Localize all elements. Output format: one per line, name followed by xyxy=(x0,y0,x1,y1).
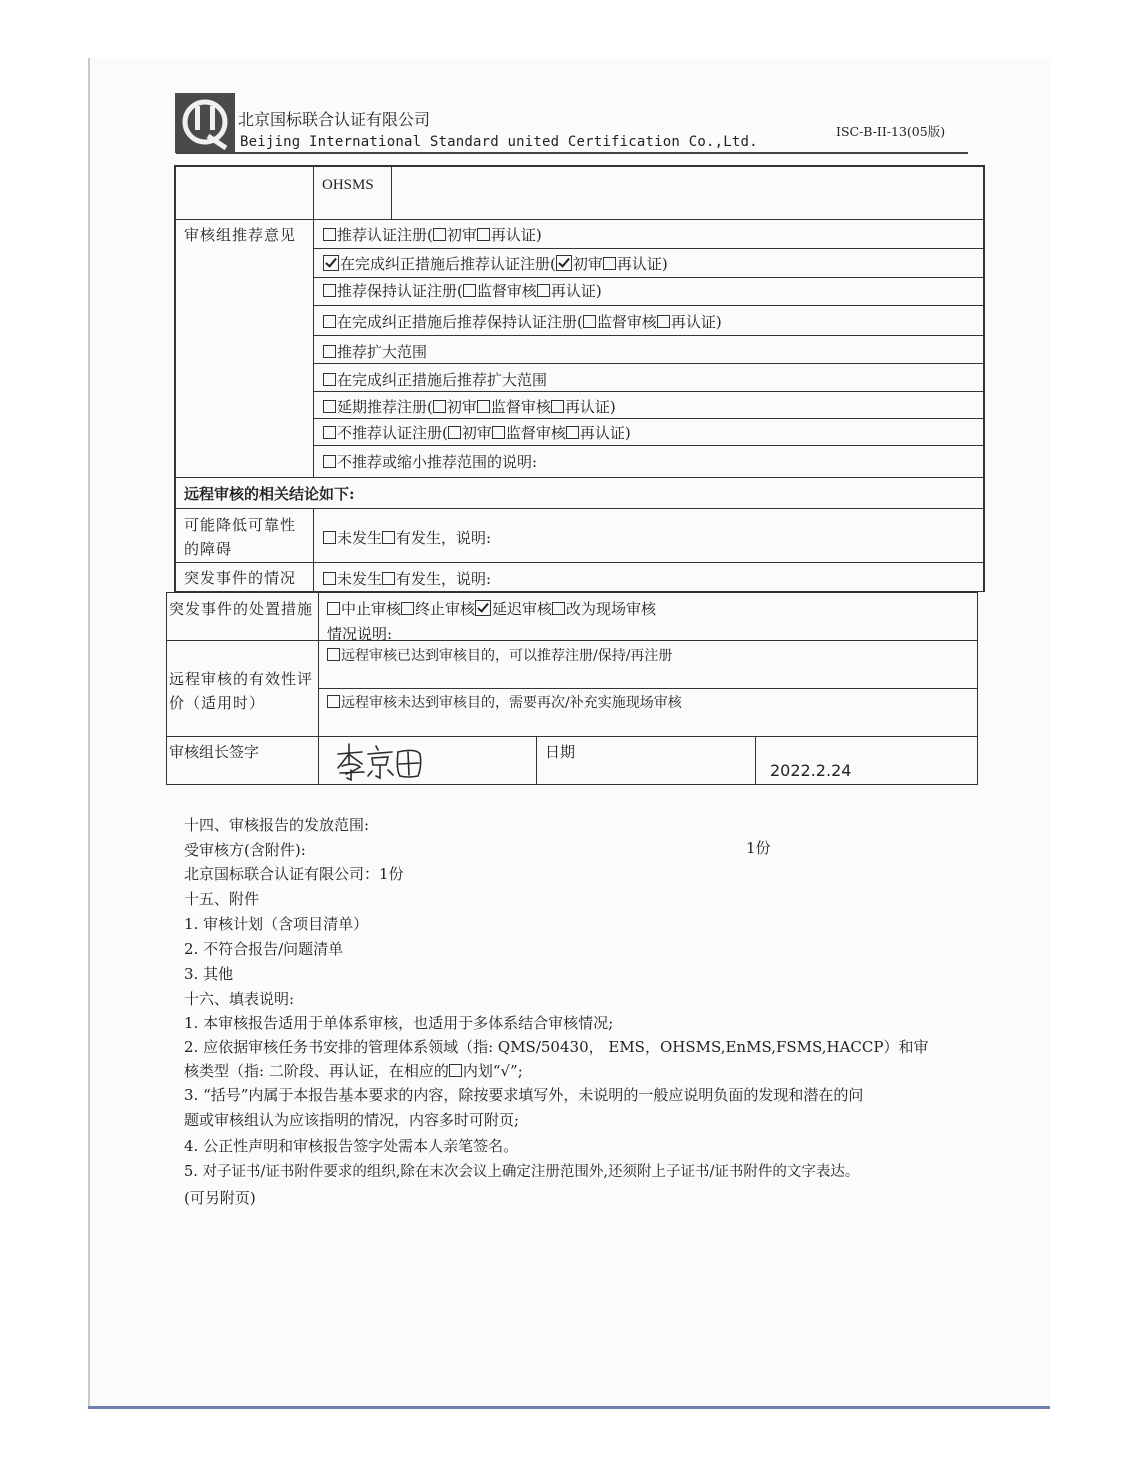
checked-checkbox-icon xyxy=(323,255,339,271)
s15-item-3: 3. 其他 xyxy=(184,965,234,983)
company-name-cn: 北京国标联合认证有限公司 xyxy=(238,110,431,129)
obstacle-label: 可能降低可靠性的障碍 xyxy=(184,516,297,558)
checkbox-icon xyxy=(433,228,446,241)
checkbox-icon xyxy=(327,602,340,615)
s16-item-3b: 题或审核组认为应该指明的情况，内容多时可附页; xyxy=(184,1111,520,1129)
rec-option-1: 推荐认证注册( 初审 再认证) xyxy=(323,225,542,245)
s16-item-5: 5. 对子证书/证书附件要求的组织,除在末次会议上确定注册范围外,还须附上子证书/证书附件的文字表达。 xyxy=(184,1164,860,1180)
rec-option-2: 在完成纠正措施后推荐认证注册( 初审 再认证) xyxy=(323,254,668,274)
leader-sign-label: 审核组长签字 xyxy=(169,743,260,761)
checked-checkbox-icon xyxy=(556,255,572,271)
checkbox-icon xyxy=(449,1064,462,1077)
checkbox-icon xyxy=(537,284,550,297)
checkbox-icon xyxy=(323,455,336,468)
checkbox-icon xyxy=(657,315,670,328)
rec-option-8: 不推荐认证注册( 初审 监督审核 再认证) xyxy=(323,423,631,443)
checkbox-icon xyxy=(583,315,596,328)
rec-option-9: 不推荐或缩小推荐范围的说明: xyxy=(323,452,537,472)
checkbox-icon xyxy=(323,228,336,241)
checkbox-icon xyxy=(552,602,565,615)
measures-note: 情况说明: xyxy=(327,625,393,643)
s14-company: 北京国标联合认证有限公司：1份 xyxy=(184,865,404,883)
s16-item-1: 1. 本审核报告适用于单体系审核，也适用于多体系结合审核情况; xyxy=(184,1014,614,1032)
date-label: 日期 xyxy=(545,743,576,761)
form-code: ISC-B-II-13(05版) xyxy=(836,124,946,139)
measures-label: 突发事件的处置措施 xyxy=(169,600,314,618)
checkbox-icon xyxy=(382,531,395,544)
checkbox-icon xyxy=(433,400,446,413)
s15-item-2: 2. 不符合报告/问题清单 xyxy=(184,940,344,958)
checkbox-icon xyxy=(492,426,505,439)
checkbox-icon xyxy=(477,228,490,241)
handwritten-signature xyxy=(332,740,432,782)
checkbox-icon xyxy=(323,315,336,328)
checkbox-icon xyxy=(463,284,476,297)
s15-item-1: 1. 审核计划（含项目清单） xyxy=(184,915,369,933)
s16-item-3a: 3. “括号”内属于本报告基本要求的内容，除按要求填写外，未说明的一般应说明负面的发现和潜在的问 xyxy=(184,1086,864,1104)
date-value: 2022.2.24 xyxy=(770,761,852,780)
ohsms-label: OHSMS xyxy=(322,177,374,193)
s16-item-2a: 2. 应依据审核任务书安排的管理体系领域（指: QMS/50430， EMS，OHSMS,EnMS,FSMS,HACCP）和审 xyxy=(184,1038,929,1056)
emergency-label: 突发事件的情况 xyxy=(184,569,297,587)
validity-label: 远程审核的有效性评价（适用时） xyxy=(169,670,314,712)
company-logo xyxy=(174,92,236,154)
s14-auditee-copies: 1份 xyxy=(746,839,771,857)
obstacle-options: 未发生 有发生，说明: xyxy=(323,528,491,548)
checkbox-icon xyxy=(448,426,461,439)
s16-title: 十六、填表说明: xyxy=(184,990,295,1008)
checkbox-icon xyxy=(323,345,336,358)
s16-item-4: 4. 公正性声明和审核报告签字处需本人亲笔签名。 xyxy=(184,1137,519,1155)
remote-conclusion-heading: 远程审核的相关结论如下: xyxy=(184,485,355,503)
rec-option-3: 推荐保持认证注册( 监督审核 再认证) xyxy=(323,281,602,301)
rec-option-7: 延期推荐注册( 初审 监督审核 再认证) xyxy=(323,397,616,417)
checkbox-icon xyxy=(323,284,336,297)
rec-option-4: 在完成纠正措施后推荐保持认证注册( 监督审核 再认证) xyxy=(323,312,722,332)
company-name-en: Beijing International Standard united Certification Co.,Ltd. xyxy=(240,134,758,150)
checked-checkbox-icon xyxy=(475,600,491,616)
checkbox-icon xyxy=(551,400,564,413)
s14-title: 十四、审核报告的发放范围: xyxy=(184,816,370,834)
checkbox-icon xyxy=(323,373,336,386)
s16-item-6: (可另附页) xyxy=(184,1189,256,1207)
checkbox-icon xyxy=(327,695,340,708)
emergency-options: 未发生 有发生，说明: xyxy=(323,569,491,589)
checkbox-icon xyxy=(327,648,340,661)
validity-option-2: 远程审核未达到审核目的，需要再次/补充实施现场审核 xyxy=(327,693,682,713)
checkbox-icon xyxy=(323,572,336,585)
checkbox-icon xyxy=(323,426,336,439)
s15-title: 十五、附件 xyxy=(184,890,260,908)
measures-options: 中止审核 终止审核 延迟审核 改为现场审核 xyxy=(327,599,656,619)
s14-auditee: 受审核方(含附件): xyxy=(184,841,306,859)
recommendation-label: 审核组推荐意见 xyxy=(184,226,297,244)
rec-option-6: 在完成纠正措施后推荐扩大范围 xyxy=(323,370,547,390)
validity-option-1: 远程审核已达到审核目的，可以推荐注册/保持/再注册 xyxy=(327,646,672,666)
checkbox-icon xyxy=(323,400,336,413)
checkbox-icon xyxy=(603,257,616,270)
checkbox-icon xyxy=(477,400,490,413)
rec-option-5: 推荐扩大范围 xyxy=(323,342,427,362)
checkbox-icon xyxy=(566,426,579,439)
s16-item-2b: 核类型（指: 二阶段、再认证，在相应的 内划“√”; xyxy=(184,1062,523,1080)
checkbox-icon xyxy=(323,531,336,544)
checkbox-icon xyxy=(382,572,395,585)
header-divider xyxy=(176,152,968,154)
checkbox-icon xyxy=(401,602,414,615)
